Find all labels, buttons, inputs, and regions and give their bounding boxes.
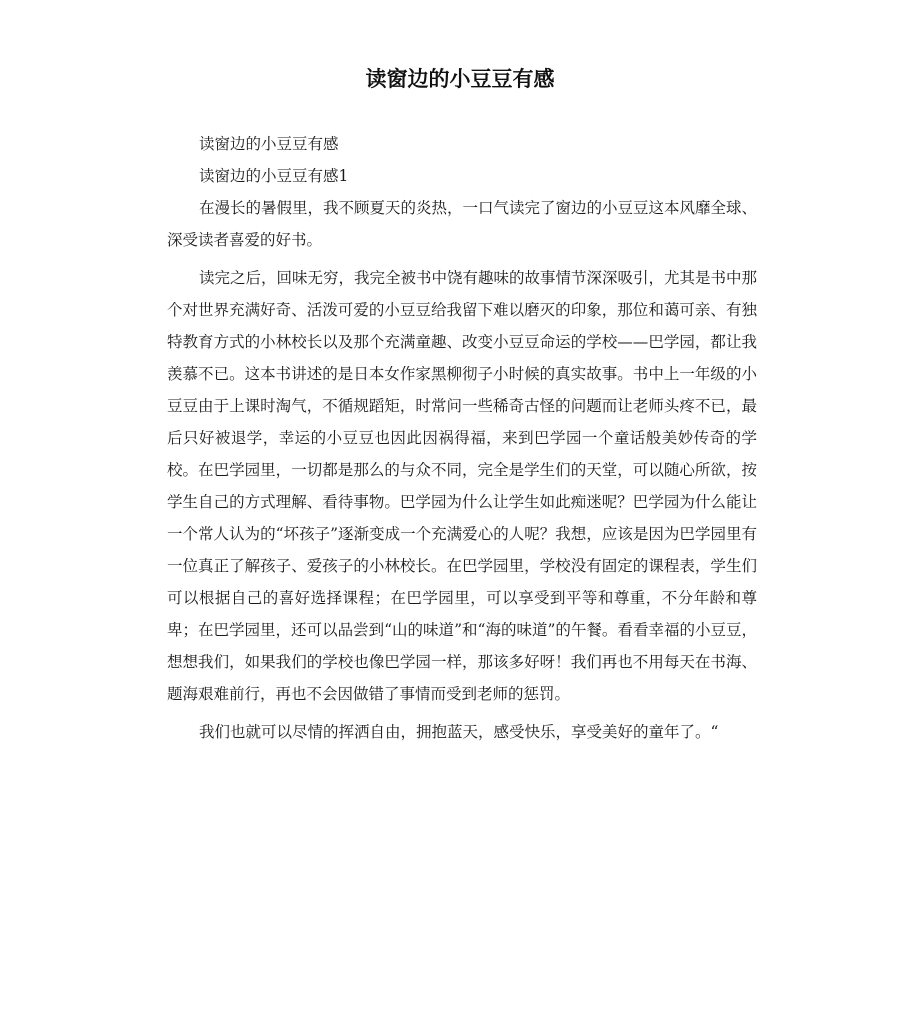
paragraph: 在漫长的暑假里，我不顾夏天的炎热，一口气读完了窗边的小豆豆这本风靡全球、深受读者喜爱的好书。 — [167, 199, 758, 249]
document-body — [167, 128, 757, 748]
subheading: 读窗边的小豆豆有感 — [199, 135, 339, 153]
subheading: 读窗边的小豆豆有感1 — [199, 167, 349, 185]
paragraph: 我们也就可以尽情的挥洒自由，拥抱蓝天，感受快乐，享受美好的童年了。“ — [199, 723, 719, 741]
paragraph: 读完之后，回味无穷，我完全被书中饶有趣味的故事情节深深吸引，尤其是书中那个对世界充满好奇、活泼可爱的小豆豆给我留下难以磨灭的印象，那位和蔼可亲、有独特教育方式的小林校长以及那个充满童趣、改变小豆豆命运的学校——巴学园，都让我羡慕不已。这本书讲述的是日本女作家黑柳彻子小时候的真实故事。书中上一年级的小豆豆由于上课时淘气，不循规蹈矩，时常问一些稀奇古怪的问题而让老师头疼不已，最后只好被退学，幸运的小豆豆也因此因祸得福，来到巴学园一个童话般美妙传奇的学校。在巴学园里，一切都是那么的与众不同，完全是学生们的天堂，可以随心所欲，按学生自己的方式理解、看待事物。巴学园为什么让学生如此痴迷呢？巴学园为什么能让一个常人认为的“坏孩子”逐渐变成一个充满爱心的人呢？我想，应该是因为巴学园里有一位真正了解孩子、爱孩子的小林校长。在巴学园里，学校没有固定的课程表，学生们可以根据自己的喜好选择课程；在巴学园里，可以享受到平等和尊重，不分年龄和尊卑；在巴学园里，还可以品尝到“山的味道”和“海的味道”的午餐。看看幸福的小豆豆，想想我们，如果我们的学校也像巴学园一样，那该多好呀！我们再也不用每天在书海、题海艰难前行，再也不会因做错了事情而受到老师的惩罚。 — [167, 269, 758, 703]
document-title: 读窗边的小豆豆有感 — [365, 67, 555, 91]
